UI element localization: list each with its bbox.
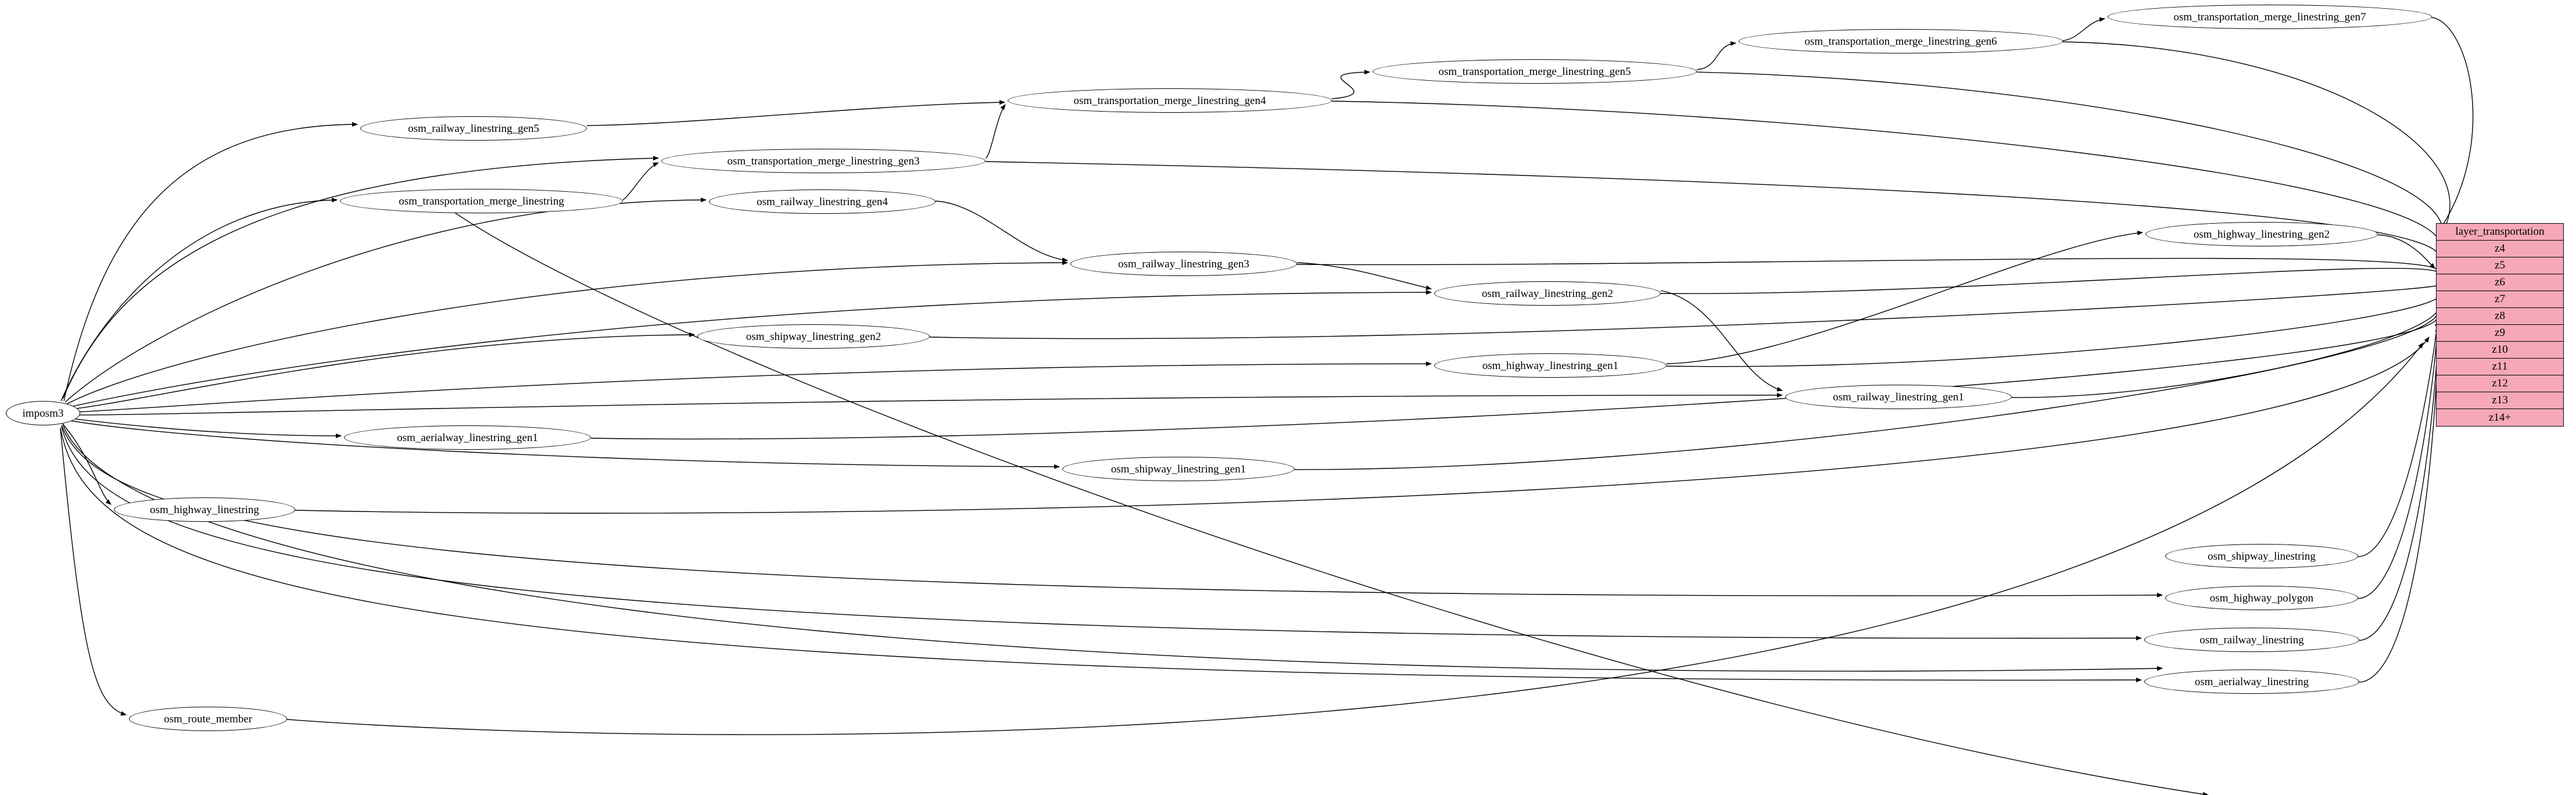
node-imposm3[interactable] xyxy=(6,401,80,425)
node-osm-highway-linestring-gen1[interactable] xyxy=(1434,353,1667,378)
legend-row-z9[interactable]: z9 xyxy=(2437,325,2563,342)
legend-row-z11[interactable]: z11 xyxy=(2437,359,2563,375)
legend-row-z13[interactable]: z13 xyxy=(2437,392,2563,409)
legend-row-z5[interactable]: z5 xyxy=(2437,257,2563,274)
legend-row-z8[interactable]: z8 xyxy=(2437,308,2563,325)
node-osm-railway-linestring[interactable] xyxy=(2144,628,2359,652)
node-osm-transportation-merge-linestring-gen5[interactable] xyxy=(1373,59,1697,84)
node-label: osm_railway_linestring_gen1 xyxy=(1833,391,1964,403)
node-label: osm_transportation_merge_linestring_gen5 xyxy=(1438,65,1631,78)
node-label: osm_highway_polygon xyxy=(2209,592,2314,604)
node-label: osm_railway_linestring_gen5 xyxy=(408,122,539,135)
legend-row-z14plus[interactable]: z14+ xyxy=(2437,409,2563,426)
node-osm-shipway-linestring-gen1[interactable] xyxy=(1062,457,1295,481)
node-osm-transportation-merge-linestring-gen3[interactable] xyxy=(661,149,986,173)
node-osm-transportation-merge-linestring[interactable] xyxy=(340,189,623,213)
node-label: osm_shipway_linestring xyxy=(2208,550,2316,563)
node-label: osm_shipway_linestring_gen2 xyxy=(746,330,882,343)
node-label: osm_shipway_linestring_gen1 xyxy=(1110,463,1246,475)
node-label: osm_aerialway_linestring_gen1 xyxy=(397,431,538,444)
node-osm-railway-linestring-gen1[interactable] xyxy=(1785,385,2012,409)
node-osm-railway-linestring-gen5[interactable] xyxy=(360,116,587,141)
node-osm-highway-polygon[interactable] xyxy=(2165,586,2358,610)
node-osm-transportation-merge-linestring-gen4[interactable] xyxy=(1008,88,1332,113)
node-label: osm_highway_linestring_gen2 xyxy=(2193,228,2330,241)
node-osm-shipway-linestring-gen2[interactable] xyxy=(697,324,930,349)
node-label: osm_transportation_merge_linestring_gen4 xyxy=(1073,94,1266,107)
node-label: osm_highway_linestring_gen1 xyxy=(1482,359,1619,372)
legend-row-z12[interactable]: z12 xyxy=(2437,375,2563,392)
legend-title: layer_transportation xyxy=(2437,224,2563,241)
node-label: osm_railway_linestring_gen4 xyxy=(757,195,888,208)
node-label: osm_railway_linestring_gen2 xyxy=(1482,287,1613,300)
legend-row-z4[interactable]: z4 xyxy=(2437,241,2563,257)
node-osm-route-member[interactable] xyxy=(129,707,287,731)
node-label: osm_transportation_merge_linestring_gen3 xyxy=(727,155,920,167)
node-osm-railway-linestring-gen4[interactable] xyxy=(709,189,936,214)
node-label: osm_railway_linestring_gen3 xyxy=(1118,257,1249,270)
node-osm-transportation-merge-linestring-gen7[interactable] xyxy=(2108,5,2432,29)
legend-layer-transportation[interactable] xyxy=(2436,223,2564,427)
node-osm-highway-linestring[interactable] xyxy=(114,497,295,522)
node-label: osm_aerialway_linestring xyxy=(2194,675,2309,688)
legend-row-z10[interactable]: z10 xyxy=(2437,342,2563,359)
node-osm-railway-linestring-gen2[interactable] xyxy=(1434,281,1661,306)
legend-row-z7[interactable]: z7 xyxy=(2437,291,2563,308)
node-label: imposm3 xyxy=(22,407,64,420)
node-label: osm_transportation_merge_linestring_gen7 xyxy=(2173,10,2366,23)
node-label: osm_transportation_merge_linestring xyxy=(399,195,564,207)
node-label: osm_route_member xyxy=(164,712,252,725)
node-osm-aerialway-linestring[interactable] xyxy=(2144,669,2359,694)
node-label: osm_highway_linestring xyxy=(150,503,259,516)
node-osm-railway-linestring-gen3[interactable] xyxy=(1070,252,1297,276)
legend-row-z6[interactable]: z6 xyxy=(2437,274,2563,291)
node-osm-transportation-merge-linestring-gen6[interactable] xyxy=(1739,29,2063,53)
node-osm-shipway-linestring[interactable] xyxy=(2165,544,2358,568)
node-label: osm_railway_linestring xyxy=(2199,633,2304,646)
node-osm-highway-linestring-gen2[interactable] xyxy=(2145,222,2378,246)
node-label: osm_transportation_merge_linestring_gen6 xyxy=(1804,35,1997,48)
node-osm-aerialway-linestring-gen1[interactable] xyxy=(344,425,591,450)
